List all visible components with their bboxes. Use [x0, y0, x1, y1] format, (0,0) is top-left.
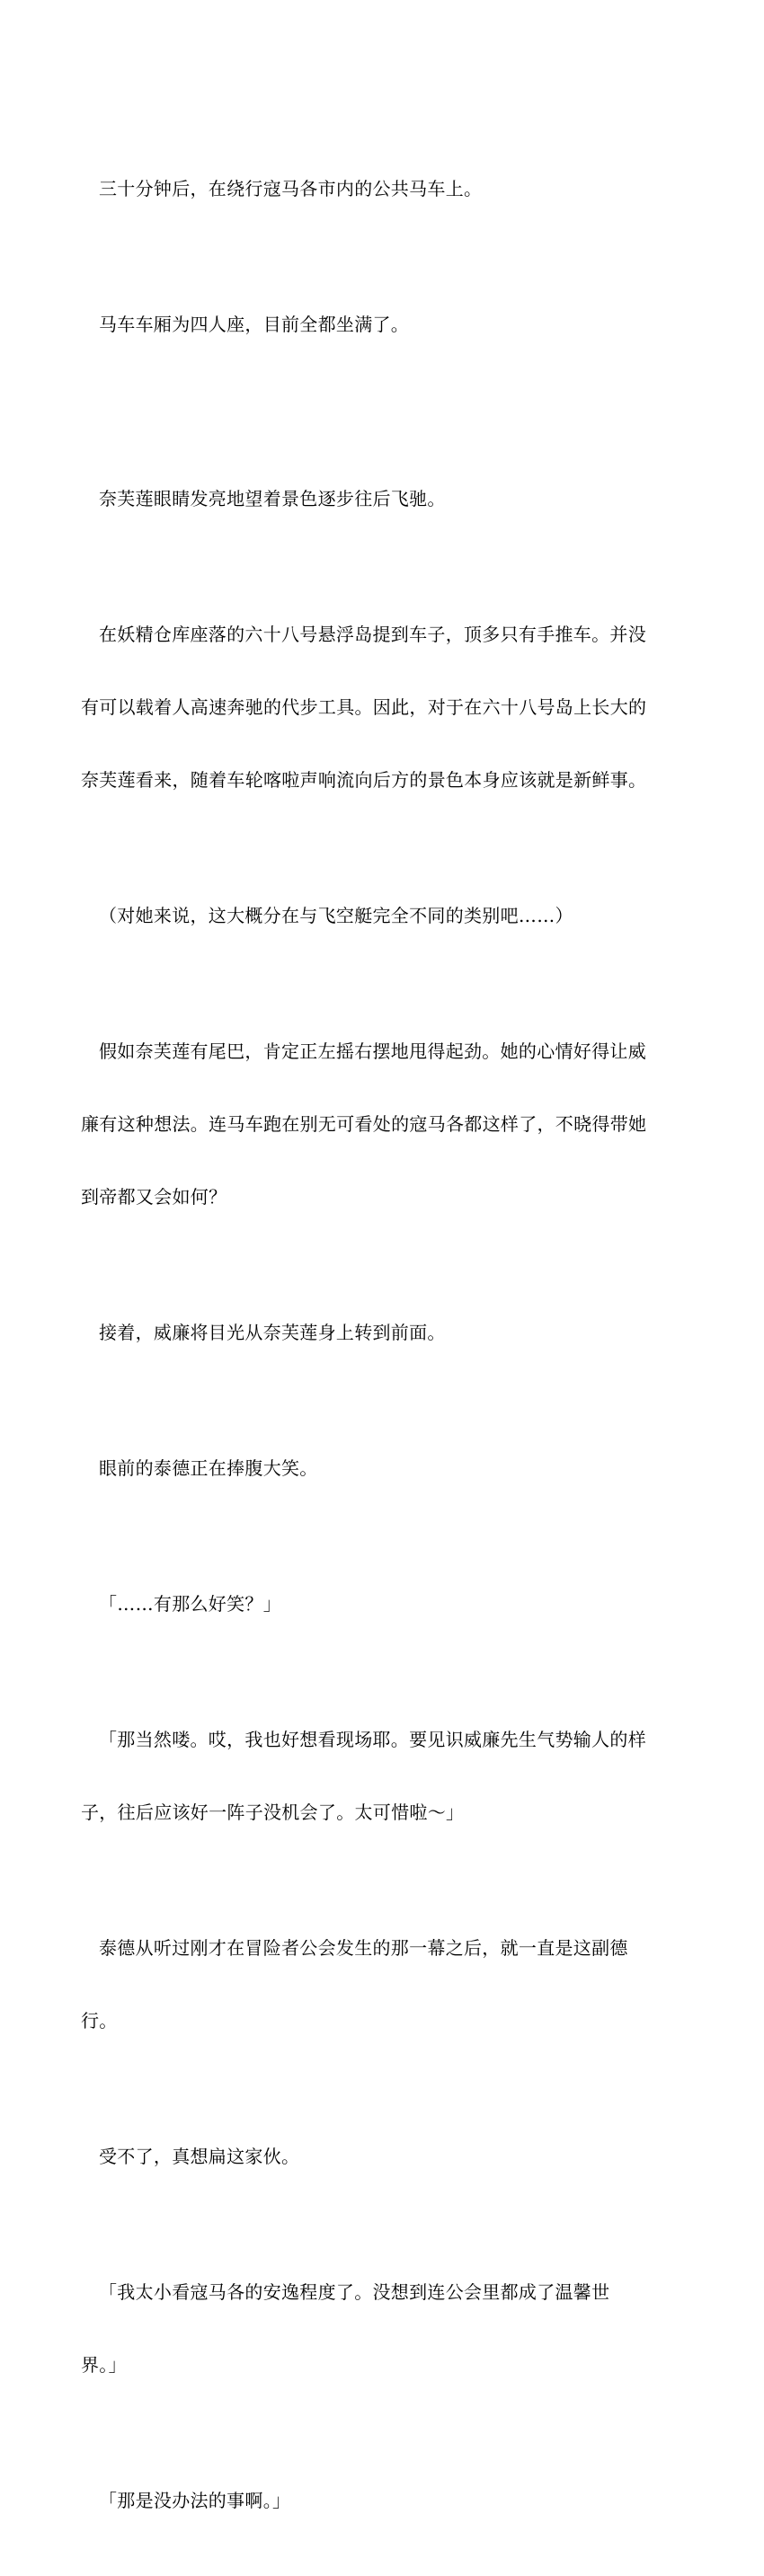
paragraph-1 [81, 128, 683, 250]
paragraph-5 [81, 855, 683, 977]
text-line: 泰德从听过刚才在冒险者公会发生的那一幕之后，就一直是这副德 [99, 1937, 628, 1959]
paragraph-13 [81, 2232, 683, 2426]
text-line: 在妖精仓库座落的六十八号悬浮岛提到车子，顶多只有手推车。并没 [99, 624, 646, 645]
text-line: 到帝都又会如何？ [81, 1186, 227, 1208]
text-line: 界。」 [81, 2354, 127, 2376]
paragraph-11 [81, 1888, 683, 2082]
text-line: （对她来说，这大概分在与飞空艇完全不同的类别吧……） [99, 905, 573, 926]
paragraph-14 [81, 2440, 683, 2562]
paragraph-3 [81, 438, 683, 560]
text-line: 子，往后应该好一阵子没机会了。太可惜啦～」 [81, 1801, 465, 1823]
text-line: 三十分钟后，在绕行寇马各市内的公共马车上。 [99, 178, 483, 199]
text-line: 行。 [81, 2010, 118, 2032]
text-line: 「……有那么好笑？」 [99, 1593, 281, 1615]
text-line: 受不了，真想扁这家伙。 [99, 2146, 300, 2167]
paragraph-12 [81, 2096, 683, 2217]
text-line: 接着，威廉将目光从奈芙莲身上转到前面。 [99, 1322, 446, 1343]
text-line: 廉有这种想法。连马车跑在别无可看处的寇马各都这样了，不晓得带她 [81, 1113, 647, 1135]
paragraph-2 [81, 264, 683, 385]
text-line: 奈芙莲看来，随着车轮喀啦声响流向后方的景色本身应该就是新鲜事。 [81, 769, 647, 791]
scene-break [81, 400, 683, 438]
text-line: 有可以载着人高速奔驰的代步工具。因此，对于在六十八号岛上长大的 [81, 696, 647, 718]
text-line: 眼前的泰德正在捧腹大笑。 [99, 1457, 318, 1479]
paragraph-10 [81, 1679, 683, 1873]
document-page [81, 128, 683, 2576]
paragraph-4 [81, 574, 683, 841]
text-line: 「那当然喽。哎，我也好想看现场耶。要见识威廉先生气势输人的样 [99, 1729, 646, 1750]
text-line: 马车车厢为四人座，目前全都坐满了。 [99, 314, 410, 335]
paragraph-7 [81, 1272, 683, 1394]
text-line: 奈芙莲眼睛发亮地望着景色逐步往后飞驰。 [99, 488, 446, 509]
paragraph-6 [81, 991, 683, 1258]
text-line: 假如奈芙莲有尾巴，肯定正左摇右摆地甩得起劲。她的心情好得让威 [99, 1040, 646, 1062]
text-line: 「那是没办法的事啊。」 [99, 2490, 291, 2511]
text-line: 「我太小看寇马各的安逸程度了。没想到连公会里都成了温馨世 [99, 2281, 610, 2303]
paragraph-8 [81, 1408, 683, 1529]
paragraph-9 [81, 1544, 683, 1665]
